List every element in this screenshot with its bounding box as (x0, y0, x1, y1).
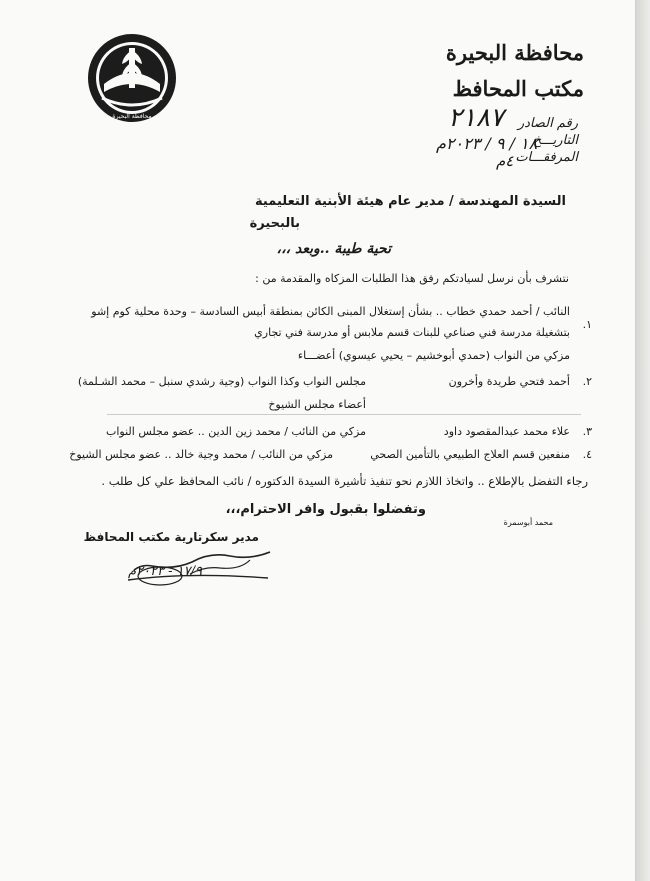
faint-divider (107, 414, 581, 415)
governorate-logo (86, 32, 178, 124)
item-3-applicant: علاء محمد عبدالمقصود داود (443, 425, 570, 438)
date-handwritten: ١٨ / ٩ / ٢٠٢٣م (436, 134, 538, 153)
logo-caption: محافظة البحيرة (112, 113, 152, 120)
recipient-location: بالبحيرة (249, 216, 300, 231)
item-number-2: ٢. (582, 375, 592, 388)
writer-name: محمد أبوسمرة (503, 518, 553, 527)
office-name: مكتب المحافظ (452, 76, 584, 101)
intro-text: نتشرف بأن نرسل لسيادتكم رفق هذا الطلبات المزكاه والمقدمة من : (255, 272, 569, 285)
item-number-4: ٤. (582, 448, 592, 461)
item-number-1: ١. (582, 318, 592, 331)
item-2-endorsement: مجلس النواب وكذا النواب (وجية رشدي سنبل – محمد الشـلمة) (77, 375, 366, 388)
attachments-label: المرفقـــات (515, 150, 578, 165)
item-1-endorsement: مزكي من النواب (حمدي أبوخشيم – يحيي عيسوي) أعضـــاء (297, 349, 570, 362)
item-1-text: النائب / أحمد حمدي خطاب .. بشأن إستغلال المبنى الكائن بمنطقة أبيس السادسة – وحدة محلية كوم إشو (91, 305, 570, 318)
item-2-endorsement-continued: أعضاء مجلس الشيوخ (268, 398, 366, 411)
recipient-line: السيدة المهندسة / مدير عام هيئة الأبنية التعليمية (255, 194, 566, 209)
item-number-3: ٣. (582, 425, 592, 438)
date-label: التاريـــخ (532, 133, 578, 148)
signatory-title: مدير سكرتارية مكتب المحافظ (83, 530, 259, 544)
governorate-name: محافظة البحيرة (445, 40, 584, 65)
item-4-applicant: منفعين قسم العلاج الطبيعي بالتأمين الصحي (370, 448, 570, 461)
issue-number-handwritten: ٢١٨٧ (448, 103, 504, 133)
item-2-applicant: أحمد فتحي طريدة وأخرون (448, 375, 570, 388)
closing-text: وتفضلوا بقبول وافر الاحترام،،، (225, 502, 426, 517)
scan-edge (636, 0, 650, 881)
item-1-text-continued: بتشغيلة مدرسة فني صناعي للبنات قسم ملابس أو مدرسة فني تجاري (254, 326, 570, 339)
request-text: رجاء التفضل بالإطلاع .. واتخاذ اللازم نحو تنفيذ تأشيرة السيدة الدكتوره / نائب المحافظ علي كل طلب . (101, 474, 588, 488)
item-4-endorsement: مزكي من النائب / محمد وجية خالد .. عضو مجلس الشيوخ (69, 448, 333, 461)
signature-date-handwritten: ١٧/٩ - ٢٠٢٣م (128, 564, 202, 579)
item-3-endorsement: مزكي من النائب / محمد زين الدين .. عضو مجلس النواب (106, 425, 366, 438)
attachments-handwritten: ٤م (496, 152, 514, 170)
greeting: تحية طيبة ..وبعد ،،، (276, 241, 391, 257)
issue-number-label: رقم الصادر (517, 116, 578, 131)
